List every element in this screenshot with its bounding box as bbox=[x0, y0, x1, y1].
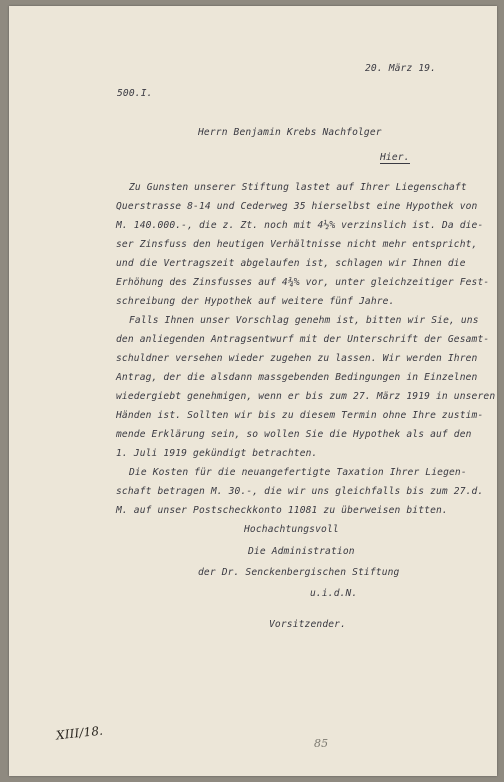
body-line: mende Erklärung sein, so wollen Sie die Hypothek als auf den bbox=[116, 429, 472, 440]
recipient-name: Herrn Benjamin Krebs Nachfolger bbox=[198, 127, 382, 138]
body-line: Die Kosten für die neuangefertigte Taxation Ihrer Liegen- bbox=[129, 467, 467, 478]
body-line: wiedergiebt genehmigen, wenn er bis zum 27. März 1919 in unseren bbox=[116, 391, 496, 402]
body-line: Antrag, der die alsdann massgebenden Bedingungen in Einzelnen bbox=[116, 372, 478, 383]
body-line: Falls Ihnen unser Vorschlag genehm ist, bitten wir Sie, uns bbox=[129, 315, 479, 326]
body-line: schuldner versehen wieder zugehen zu lassen. Wir werden Ihren bbox=[116, 353, 478, 364]
handwritten-file-note: XIII/18. bbox=[55, 723, 104, 743]
body-line: ser Zinsfuss den heutigen Verhältnisse nicht mehr entspricht, bbox=[116, 239, 478, 250]
body-line: Zu Gunsten unserer Stiftung lastet auf Ihrer Liegenschaft bbox=[129, 182, 467, 193]
body-line: schaft betragen M. 30.-, die wir uns gleichfalls bis zum 27.d. bbox=[116, 486, 484, 497]
letter-reference: 500.I. bbox=[117, 88, 153, 99]
sender-line-foundation: der Dr. Senckenbergischen Stiftung bbox=[198, 567, 400, 578]
pencil-page-mark: 85 bbox=[314, 737, 329, 750]
sender-line-initials: u.i.d.N. bbox=[310, 588, 358, 599]
signature-role: Vorsitzender. bbox=[269, 619, 347, 630]
body-line: 1. Juli 1919 gekündigt betrachten. bbox=[116, 448, 318, 459]
body-line: M. auf unser Postscheckkonto 11081 zu überweisen bitten. bbox=[116, 505, 448, 516]
body-line: Querstrasse 8-14 und Cederweg 35 hierselbst eine Hypothek von bbox=[116, 201, 478, 212]
letter-date: 20. März 19. bbox=[365, 63, 437, 74]
recipient-place: Hier. bbox=[380, 152, 410, 163]
body-line: den anliegenden Antragsentwurf mit der Unterschrift der Gesamt- bbox=[116, 334, 490, 345]
sender-line-administration: Die Administration bbox=[248, 546, 355, 557]
body-line: Erhöhung des Zinsfusses auf 4¾% vor, unter gleichzeitiger Fest- bbox=[116, 277, 490, 288]
body-line: M. 140.000.-, die z. Zt. noch mit 4½% verzinslich ist. Da die- bbox=[116, 220, 484, 231]
body-line: schreibung der Hypothek auf weitere fünf Jahre. bbox=[116, 296, 395, 307]
body-line: und die Vertragszeit abgelaufen ist, schlagen wir Ihnen die bbox=[116, 258, 466, 269]
closing-salutation: Hochachtungsvoll bbox=[244, 524, 339, 535]
letter-page bbox=[9, 6, 497, 776]
body-line: Händen ist. Sollten wir bis zu diesem Termin ohne Ihre zustim- bbox=[116, 410, 484, 421]
